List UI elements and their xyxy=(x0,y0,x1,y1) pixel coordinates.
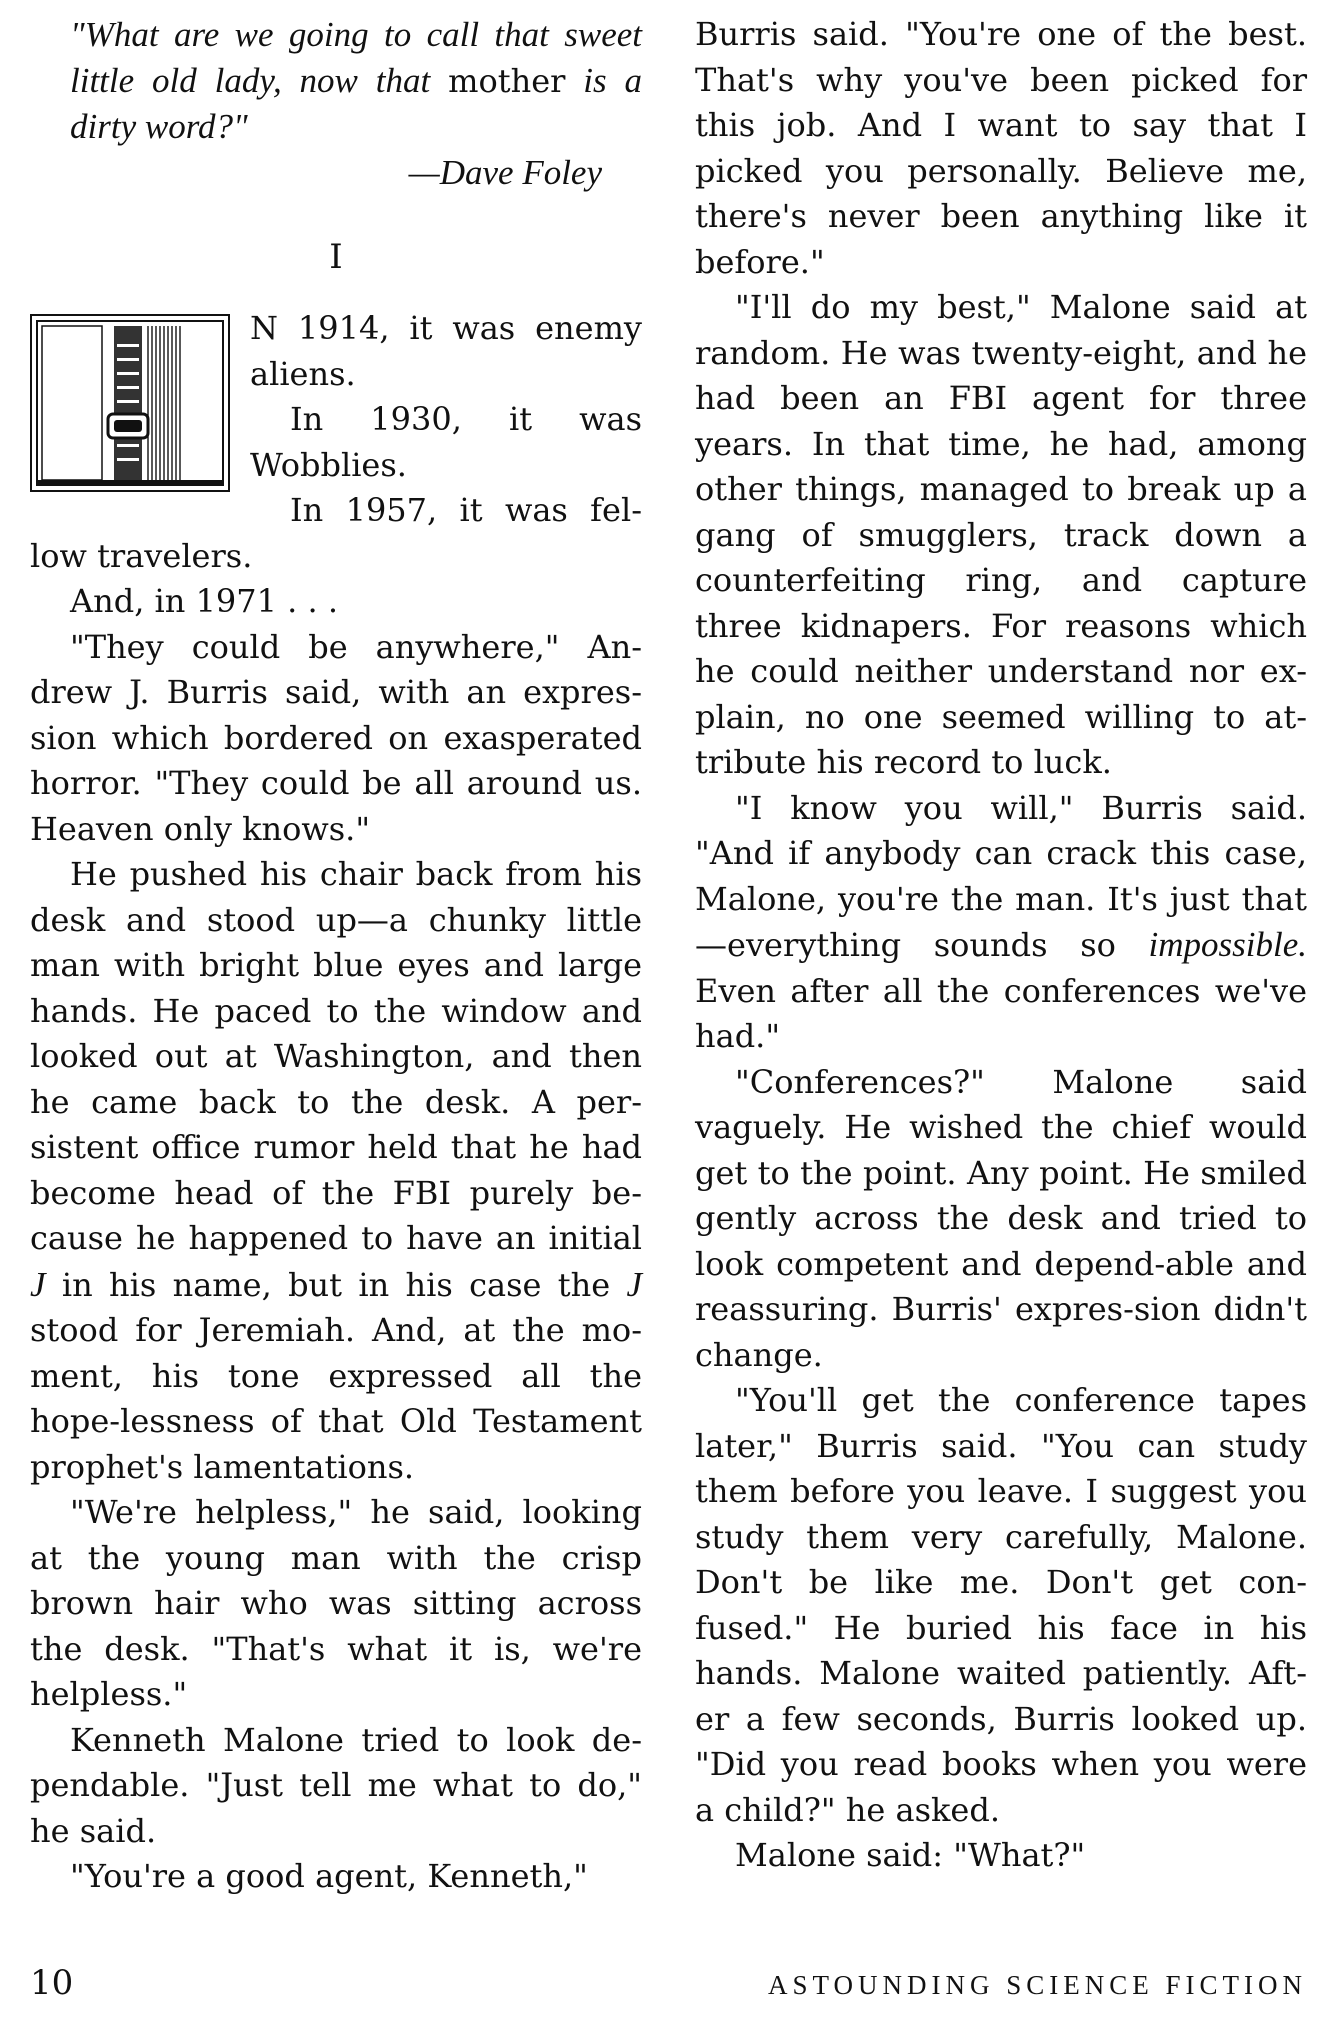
paragraph-text: He pushed his chair back from his desk and stood up—a chunky little man with bright blue eyes and large hands. He paced to the window and looked out at Washington, and then he came back to the desk. A per-sistent office rumor held that he had become head of the FBI purely be-cause he happened to have an initial xyxy=(30,855,642,1257)
page-footer xyxy=(30,1963,1307,2003)
paragraph xyxy=(30,852,642,1490)
paragraph-text: "I know you will," Burris said. "And if anybody can crack this case, Malone, you're the man. It's just that —everything sounds so xyxy=(695,788,1307,964)
page-number: 10 xyxy=(30,1963,74,2003)
paragraph xyxy=(695,786,1307,1060)
paragraph: "Conferences?" Malone said vaguely. He wished the chief would get to the point. Any point. He smiled gently across the desk and tried to look competent and depend-able and reassuring. Burris' expres-sion didn't change. xyxy=(695,1062,1307,1374)
paragraph: "You're a good agent, Kenneth," xyxy=(70,1857,588,1895)
left-column xyxy=(30,12,642,1900)
italic-j: J xyxy=(30,1264,46,1304)
paragraph: "We're helpless," he said, looking at the young man with the crisp brown hair who was sitting across the desk. "That's what it is, we're helpless." xyxy=(30,1493,642,1713)
paragraph: And, in 1971 . . . xyxy=(70,582,339,620)
paragraph: Kenneth Malone tried to look de-pendable. "Just tell me what to do," he said. xyxy=(30,1720,642,1850)
paragraph-text: stood for Jeremiah. And, at the mo-ment, his tone expressed all the hope-lessness of that Old Testament prophet's lamentations. xyxy=(30,1311,642,1486)
italic-word: impossible. xyxy=(1148,925,1308,964)
drop-cap xyxy=(30,314,230,492)
paragraph: "You'll get the conference tapes later," Burris said. "You can study them before you leave. I suggest you study them very carefully, Malone. Don't be like me. Don't get con-fused." He buried his face in his hands. Malone waited patiently. Aft-er a few seconds, Burris looked up. "Did you read books when you were a child?" he asked. xyxy=(695,1381,1307,1829)
right-column xyxy=(695,12,1307,1879)
paragraph-text: Even after all the conferences we've had." xyxy=(695,971,1307,1055)
paragraph: "They could be anywhere," An-drew J. Burris said, with an expres-sion which bordered on exasperated horror. "They could be all around us. Heaven only knows." xyxy=(30,627,642,848)
paragraph: "I'll do my best," Malone said at random. He was twenty-eight, and he had been an FBI agent for three years. In that time, he had, among other things, managed to break up a gang of smugglers, track down a counterfeiting ring, and capture three kidnapers. For reasons which he could neither understand nor ex-plain, no one seemed willing to at-tribute his record to luck. xyxy=(695,288,1307,781)
paragraph: Malone said: "What?" xyxy=(735,1836,1086,1874)
paragraph-lead: N 1914, it was enemy aliens. xyxy=(250,309,642,393)
italic-j: J xyxy=(626,1264,643,1304)
paragraph: In 1930, it was Wobblies. xyxy=(250,400,642,484)
magazine-name: ASTOUNDING SCIENCE FICTION xyxy=(767,1970,1307,2000)
paragraph: In 1957, it was fel-low travelers. xyxy=(30,491,642,575)
epigraph-attribution: —Dave Foley xyxy=(408,152,602,192)
epigraph-text-1: "What are we going to call that sweet little old lady, now that xyxy=(70,15,642,100)
epigraph-text-2: is a dirty word?" xyxy=(70,60,643,146)
paragraph-text: in his name, but in his case the xyxy=(61,1265,611,1304)
chapter-number: I xyxy=(329,237,343,277)
paragraph: Burris said. "You're one of the best. That's why you've been picked for this job. And I want to say that I picked you personally. Believe me, there's never been anything like it before." xyxy=(695,15,1307,281)
epigraph xyxy=(30,12,642,150)
drop-cap-ornament-icon xyxy=(30,314,230,492)
epigraph-word: mother xyxy=(448,61,566,100)
